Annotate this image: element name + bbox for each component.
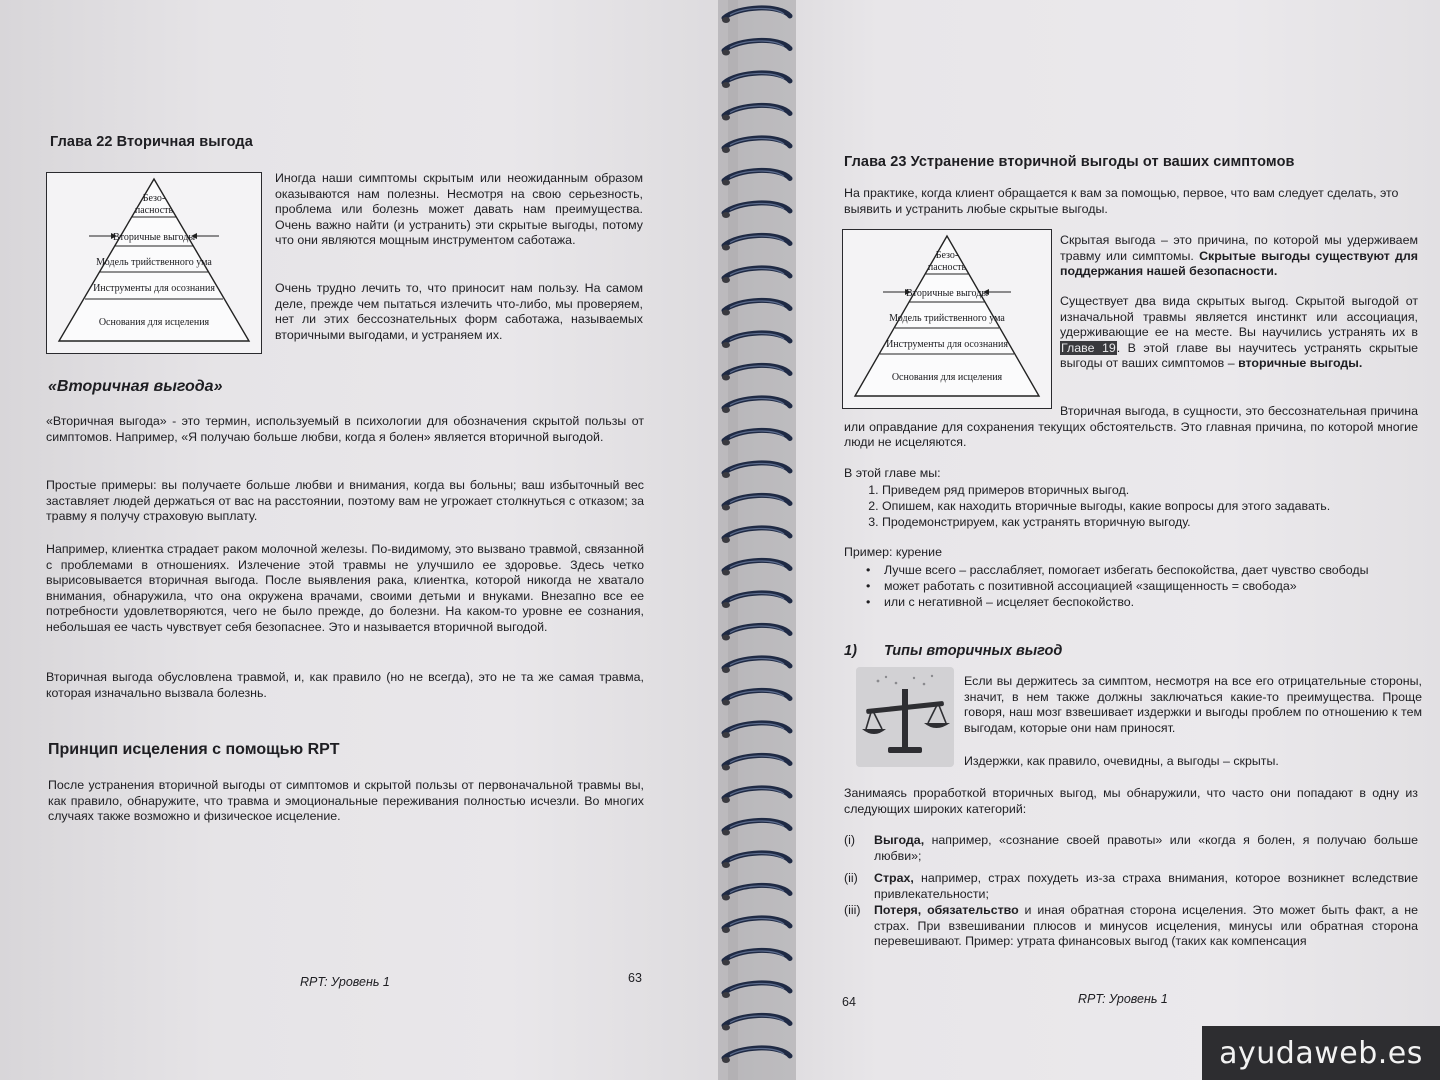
chapter-title: Глава 23 Устранение вторичной выгоды от ваших симптомов <box>844 154 1295 170</box>
tier-label: пасность <box>927 262 967 273</box>
side-paragraph <box>1060 294 1418 372</box>
example-list <box>844 562 1404 610</box>
body-paragraph: Простые примеры: вы получаете больше любви и внимания, когда вы больны; ваш избыточный вес заставляет людей держаться от вас на расстоянии, поэтому вам не угрожает столкнуться с отказом; за травму я получу страховую выплату. <box>46 478 644 524</box>
pyramid-diagram <box>842 229 1052 409</box>
list-item: 1. Приведем ряд примеров вторичных выгод. <box>882 482 1440 498</box>
list-intro: В этой главе мы: <box>844 466 941 480</box>
intro-paragraph: На практике, когда клиент обращается к вам за помощью, первое, что вам следует сделать, это выявить и устранить любые скрытые выгоды. <box>844 186 1399 216</box>
side-bold-text: вторичные выгоды. <box>1238 356 1363 371</box>
body-paragraph: Вторичная выгода, в сущности, это бессознательная причина или оправдание для сохранения текущих обстоятельств. Это главная причина, по которой многие люди не исцеляются. <box>844 404 1418 450</box>
binding-hole <box>722 472 730 478</box>
side-bold-text: Скрытые выгоды существуют для поддержания нашей безопасности. <box>1060 248 1418 279</box>
tier-label: Модель трийственного ума <box>96 257 212 268</box>
binding-hole <box>722 82 730 88</box>
category-item <box>844 833 1418 864</box>
binding-hole <box>722 505 730 511</box>
section-title: Принцип исцеления с помощью RPT <box>48 741 340 758</box>
category-body: и иная обратная сторона исцеления. Это может быть факт, а не страх. При взвешивании плюсов и минусов исцеления, минусы или обратная сторона перевешивают. Пример: утрата финансовых выгод (таких как компенсация <box>874 903 1418 949</box>
binding-hole <box>722 375 730 381</box>
category-item <box>844 871 1418 902</box>
chapter-title: Глава 22 Вторичная выгода <box>50 134 253 150</box>
binding-hole <box>722 992 730 998</box>
tier-label: Инструменты для осознания <box>886 339 1008 350</box>
body-paragraph: Занимаясь проработкой вторичных выгод, мы обнаружили, что часто они попадают в одну из следующих широких категорий: <box>844 786 1418 816</box>
binding-hole <box>722 440 730 446</box>
category-body: например, «сознание своей правоты» или «когда я болен, я получаю больше любви»; <box>874 833 1418 863</box>
binding-hole <box>722 407 730 413</box>
right-page <box>738 0 1440 1080</box>
list-item: • или с негативной – исцеляет беспокойство. <box>884 594 1404 610</box>
binding-hole <box>722 862 730 868</box>
balance-scale-icon <box>856 667 954 767</box>
binding-hole <box>722 602 730 608</box>
category-bold: Выгода, <box>874 833 925 847</box>
pyramid-diagram <box>46 172 262 354</box>
page-footer: RPT: Уровень 1 <box>1078 992 1168 1006</box>
tier-label: Основания для исцеления <box>891 372 1003 383</box>
binding-hole <box>722 245 730 251</box>
binding-hole <box>722 17 730 23</box>
side-text: . В этой главе вы научитесь устранять скрытые выгоды от ваших симптомов – <box>1060 340 1418 371</box>
binding-hole <box>722 342 730 348</box>
body-paragraph: Вторичная выгода обусловлена травмой, и, как правило (но не всегда), это не та же самая травма, которая изначально вызвала болезнь. <box>46 670 644 700</box>
body-paragraph: После устранения вторичной выгоды от симптомов и скрытой пользы от первоначальной травмы вы, как правило, обнаружите, что травма и эмоциональные переживания полностью исчезли. Во многих случаях также возможно и физическое исцеление. <box>48 778 644 824</box>
subsection-number: 1) <box>844 643 857 659</box>
pyramid-figure <box>47 173 261 353</box>
category-body: например, страх похудеть из-за страха внимания, которое возникнет вследствие привлекательности; <box>874 871 1418 901</box>
chapter-goals-list <box>842 482 1440 530</box>
tier-label: пасность <box>134 205 174 216</box>
category-number: (i) <box>844 833 856 847</box>
binding-hole <box>722 570 730 576</box>
side-text: Скрытая выгода – это причина, по которой мы удерживаем травму или симптомы. <box>1060 233 1418 263</box>
category-text <box>874 903 1418 950</box>
tier-label: Безо- <box>935 250 959 261</box>
icon-paragraph: Если вы держитесь за симптом, несмотря на все его отрицательные стороны, значит, в нем также должны заключаться какие-то преимущества. Проще говоря, наш мозг взвешивает издержки и выгоды проблем по отношению к тем выгодам, которые они нам приносят. <box>964 674 1422 735</box>
category-number: (ii) <box>844 871 858 885</box>
balance-scale-icon <box>856 667 954 767</box>
binding-hole <box>722 310 730 316</box>
binding-hole <box>722 1025 730 1031</box>
subsection-title: Типы вторичных выгод <box>884 643 1063 659</box>
body-paragraph: Например, клиентка страдает раком молочной железы. По-видимому, это вызвано травмой, связанной с проблемами в отношениях. Излечение этой травмы не улучшило ее здоровье. Здесь четко вырисовывается вторичная выгода. После выявления рака, клиентка, которой никогда не хватало внимания, обнаружила, что она окружена врачами, своими детьми и внуками. Внезапно все ее потребности удовлетворяются, чего не было прежде, до болезни. На каком-то уровне ее сознания, небольшая ее часть чувствует себя безопаснее. Это и называется вторичной выгодой. <box>46 542 644 634</box>
list-intro: Пример: курение <box>844 545 942 559</box>
binding-hole <box>722 1057 730 1063</box>
side-paragraph <box>1060 233 1418 280</box>
category-bold: Потеря, обязательство <box>874 903 1019 917</box>
tier-label: Основания для исцеления <box>98 317 210 328</box>
binding-hole <box>722 895 730 901</box>
section-subtitle: «Вторичная выгода» <box>48 378 223 395</box>
page-number: 63 <box>628 971 642 985</box>
binding-hole <box>722 700 730 706</box>
category-text <box>874 833 1418 864</box>
binding-hole <box>722 667 730 673</box>
tier-label: Инструменты для осознания <box>93 283 215 294</box>
binding-hole <box>722 147 730 153</box>
list-item: 3. Продемонстрируем, как устранять вторичную выгоду. <box>882 514 1440 530</box>
pyramid-figure <box>843 230 1051 408</box>
binding-hole <box>722 797 730 803</box>
binding-hole <box>722 927 730 933</box>
watermark-badge: ayudaweb.es <box>1202 1026 1440 1080</box>
binding-hole <box>722 50 730 56</box>
binding-hole <box>722 115 730 121</box>
list-item: 2. Опишем, как находить вторичные выгоды, какие вопросы для этого задавать. <box>882 498 1440 514</box>
body-paragraph: «Вторичная выгода» - это термин, используемый в психологии для обозначения скрытой пользы от симптомов. Например, «Я получаю больше любви, когда я болен» является вторичной выгодой. <box>46 414 644 444</box>
tier-label: Вторичные выгоды <box>112 232 196 243</box>
binding-hole <box>722 537 730 543</box>
spiral-binding <box>718 0 796 1080</box>
page-footer: RPT: Уровень 1 <box>300 975 390 989</box>
binding-hole <box>722 960 730 966</box>
page-number: 64 <box>842 995 856 1009</box>
binding-hole <box>722 732 730 738</box>
category-text <box>874 871 1418 902</box>
list-item: • Лучше всего – расслабляет, помогает избегать беспокойства, дает чувство свободы <box>884 562 1404 578</box>
binding-hole <box>722 212 730 218</box>
tier-label: Вторичные выгоды <box>905 288 989 299</box>
icon-paragraph: Издержки, как правило, очевидны, а выгоды – скрыты. <box>964 754 1279 768</box>
tier-label: Безо- <box>142 193 166 204</box>
category-number: (iii) <box>844 903 861 917</box>
list-item: • может работать с позитивной ассоциацией «защищенность = свобода» <box>884 578 1404 594</box>
tier-label: Модель трийственного ума <box>889 313 1005 324</box>
binding-hole <box>722 277 730 283</box>
intro-paragraph: Очень трудно лечить то, что приносит нам пользу. На самом деле, прежде чем пытаться излечить что-либо, мы проверяем, нет ли этих бессознательных форм саботажа, называемых вторичными выгодами, и устраняем их. <box>275 281 643 342</box>
binding-hole <box>722 765 730 771</box>
intro-paragraph: Иногда наши симптомы скрытым или неожиданным образом оказываются нам полезны. Несмотря на свою серьезность, проблема или болезнь может давать нам преимущества. Очень важно найти (и устранить) эти скрытые выгоды, потому что они являются мощным инструментом саботажа. <box>275 171 643 248</box>
binding-hole <box>722 830 730 836</box>
category-item <box>844 903 1418 950</box>
binding-hole <box>722 180 730 186</box>
chapter-reference-highlight: Главе 19 <box>1061 340 1116 355</box>
binding-hole <box>722 635 730 641</box>
side-text: Существует два вида скрытых выгод. Скрытой выгодой от изначальной травмы является инстинкт или ассоциация, удерживающие ее на месте. Вы научились устранять их в <box>1060 294 1418 340</box>
category-bold: Страх, <box>874 871 914 885</box>
